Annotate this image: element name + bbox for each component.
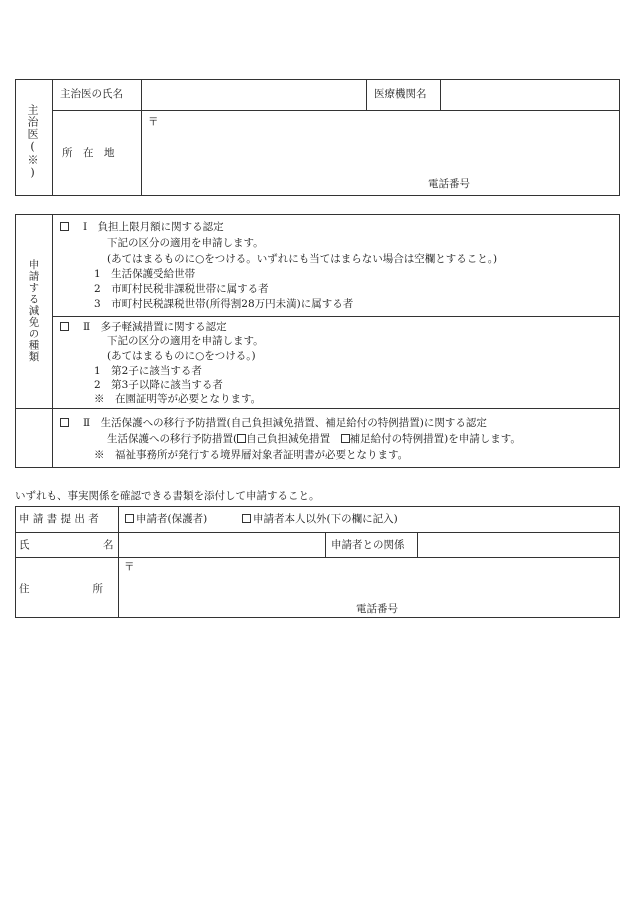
relation-label: 申請者との関係	[331, 539, 405, 551]
sec3-checkbox[interactable]	[60, 418, 69, 427]
sec2-title: Ⅱ 多子軽減措置に関する認定	[83, 321, 227, 333]
institution-label: 医療機関名	[374, 88, 427, 100]
instruction-text: いずれも、事実関係を確認できる書類を添付して申請すること。	[15, 490, 320, 502]
sec3-line2-b: 自己負担減免措置	[246, 433, 341, 445]
sec2-item: ※ 在園証明等が必要となります。	[94, 393, 262, 405]
submitter-option1: 申請者(保護者)	[136, 513, 208, 525]
submitter-option2: 申請者本人以外(下の欄に記入)	[253, 513, 398, 525]
sec2-item: 1 第2子に該当する者	[94, 365, 202, 377]
sec3-note: ※ 福祉事務所が発行する境界層対象者証明書が必要となります。	[94, 449, 409, 461]
sec3-title: Ⅱ 生活保護への移行予防措置(自己負担減免措置、補足給付の特例措置)に関する認定	[83, 417, 487, 429]
reduction-side-label: 申請する減免の種類	[27, 259, 40, 363]
sec1-item: 3 市町村民税課税世帯(所得割28万円未満)に属する者	[94, 298, 354, 310]
relation-field[interactable]	[418, 533, 619, 556]
doctor-name-label: 主治医の氏名	[60, 88, 123, 100]
sec1-title: Ⅰ 負担上限月額に関する認定	[83, 221, 224, 233]
institution-field[interactable]	[441, 80, 619, 109]
sec3-line2	[107, 434, 521, 445]
supplementary-benefit-checkbox[interactable]	[341, 434, 350, 443]
sec2-checkbox[interactable]	[60, 322, 69, 331]
sec2-item: 2 第3子以降に該当する者	[94, 379, 223, 391]
sec1-apply: 下記の区分の適用を申請します。	[107, 237, 264, 249]
submitter-name-field[interactable]	[119, 533, 324, 556]
sec3-line2-a: 生活保護への移行予防措置(	[107, 433, 238, 445]
submitter-address-label: 住 所	[19, 583, 103, 595]
doctor-name-field[interactable]	[142, 80, 365, 109]
submitter-option2-checkbox[interactable]	[242, 514, 251, 523]
sec1-item: 1 生活保護受給世帯	[94, 268, 196, 280]
sec1-note: (あてはまるものに○をつける。いずれにも当てはまらない場合は空欄とすること。)	[107, 253, 498, 265]
submitter-postal-mark: 〒	[124, 561, 135, 573]
submitter-phone-label: 電話番号	[356, 603, 398, 615]
sec3-line2-c: 補足給付の特例措置)を申請します。	[349, 433, 521, 445]
sec1-checkbox[interactable]	[60, 222, 69, 231]
doctor-phone-label: 電話番号	[428, 178, 470, 190]
self-burden-checkbox[interactable]	[237, 434, 246, 443]
postal-mark: 〒	[148, 116, 159, 128]
sec2-apply: 下記の区分の適用を申請します。	[107, 335, 264, 347]
sec1-item: 2 市町村民税非課税世帯に属する者	[94, 283, 269, 295]
doctor-address-label: 所 在 地	[62, 147, 115, 159]
sec2-note: (あてはまるものに○をつける。)	[107, 350, 256, 362]
doctor-address-field[interactable]	[142, 111, 619, 195]
submitter-label: 申 請 書 提 出 者	[19, 513, 99, 525]
doctor-side-label: 主治医(※)	[26, 104, 39, 180]
submitter-option1-checkbox[interactable]	[125, 514, 134, 523]
submitter-name-label: 氏 名	[19, 539, 114, 551]
